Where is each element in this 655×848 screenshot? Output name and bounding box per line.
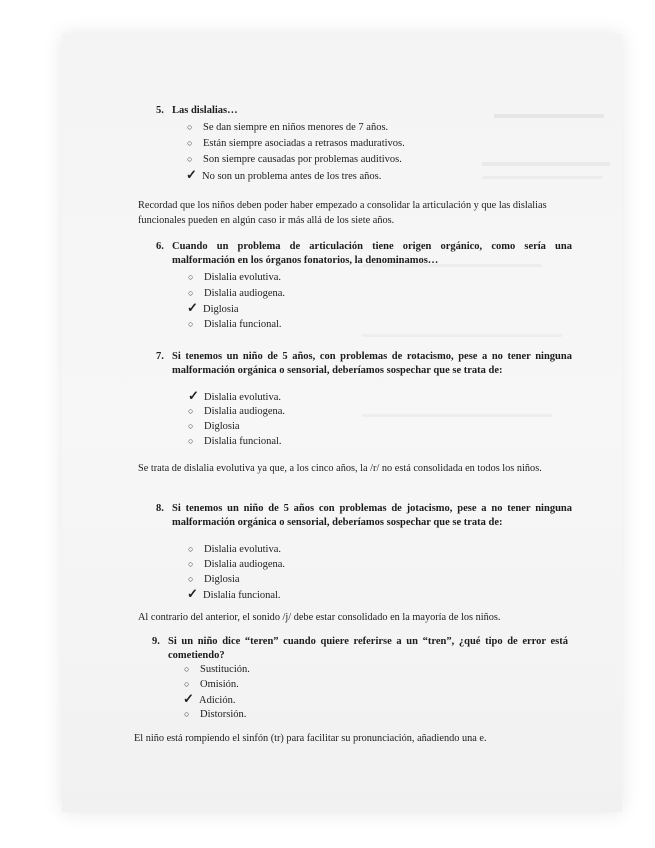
document-page bbox=[62, 34, 622, 812]
option-label: Distorsión. bbox=[200, 709, 247, 720]
question-title bbox=[156, 350, 572, 378]
option-item[interactable] bbox=[188, 434, 282, 449]
option-label: Dislalia evolutiva. bbox=[204, 272, 281, 283]
option-item[interactable] bbox=[184, 662, 250, 677]
checkmark-icon: ✓ bbox=[188, 388, 199, 403]
checkmark-icon: ✓ bbox=[187, 586, 198, 601]
radio-circle-icon: ○ bbox=[188, 319, 194, 329]
bleed-through-shadow bbox=[482, 162, 610, 166]
radio-circle-icon: ○ bbox=[188, 574, 194, 584]
radio-circle-icon: ○ bbox=[188, 406, 194, 416]
question-number: 5. bbox=[156, 105, 164, 116]
option-item[interactable] bbox=[183, 692, 235, 708]
checkmark-icon: ✓ bbox=[187, 300, 198, 315]
option-label: Sustitución. bbox=[200, 664, 250, 675]
question-text: Si un niño dice “teren” cuando quiere referirse a un “tren”, ¿qué tipo de error está cometiendo? bbox=[168, 636, 568, 661]
explanation-note: El niño está rompiendo el sinfón (tr) para facilitar su pronunciación, añadiendo una e. bbox=[134, 733, 487, 744]
checkmark-icon: ✓ bbox=[186, 167, 197, 182]
explanation-note: Recordad que los niños deben poder haber empezado a consolidar la articulación y que las dislalias funcionales pueden en algún caso ir más allá de los siete años. bbox=[138, 200, 547, 226]
question-number: 7. bbox=[156, 351, 164, 362]
option-label: Dislalia audiogena. bbox=[204, 406, 286, 417]
option-label: Se dan siempre en niños menores de 7 años. bbox=[203, 122, 389, 133]
radio-circle-icon: ○ bbox=[188, 272, 194, 282]
radio-circle-icon: ○ bbox=[187, 154, 193, 164]
option-label: Adición. bbox=[199, 695, 236, 706]
question-text: Cuando un problema de articulación tiene origen orgánico, como sería una malformación en los órganos fonatorios, la denominamos… bbox=[172, 241, 572, 266]
option-item[interactable] bbox=[188, 542, 281, 557]
option-label: Dislalia funcional. bbox=[203, 590, 281, 601]
option-item[interactable] bbox=[188, 270, 281, 285]
option-item[interactable] bbox=[187, 301, 239, 317]
option-item[interactable] bbox=[188, 389, 281, 405]
question-title bbox=[152, 635, 568, 663]
option-label: Dislalia funcional. bbox=[204, 319, 282, 330]
radio-circle-icon: ○ bbox=[184, 664, 190, 674]
radio-circle-icon: ○ bbox=[188, 544, 194, 554]
option-item[interactable] bbox=[186, 168, 381, 184]
question-title bbox=[156, 104, 592, 118]
radio-circle-icon: ○ bbox=[188, 421, 194, 431]
option-label: Diglosia bbox=[204, 574, 240, 585]
question-text: Las dislalias… bbox=[172, 105, 238, 116]
question-title bbox=[156, 502, 572, 530]
option-item[interactable] bbox=[188, 317, 282, 332]
option-label: Omisión. bbox=[200, 679, 239, 690]
radio-circle-icon: ○ bbox=[187, 138, 193, 148]
option-label: Dislalia evolutiva. bbox=[204, 392, 281, 403]
bleed-through-shadow bbox=[362, 334, 562, 337]
option-label: Dislalia audiogena. bbox=[204, 559, 286, 570]
option-item[interactable] bbox=[187, 152, 402, 167]
question-text: Si tenemos un niño de 5 años con problemas de jotacismo, pese a no tener ninguna malformación orgánica o sensorial, deberíamos sospechar que se trata de: bbox=[172, 503, 572, 528]
checkmark-icon: ✓ bbox=[183, 691, 194, 706]
option-label: Dislalia evolutiva. bbox=[204, 544, 281, 555]
option-item[interactable] bbox=[188, 419, 240, 434]
radio-circle-icon: ○ bbox=[184, 679, 190, 689]
option-item[interactable] bbox=[188, 404, 285, 419]
radio-circle-icon: ○ bbox=[188, 436, 194, 446]
option-label: No son un problema antes de los tres años. bbox=[202, 171, 382, 182]
option-label: Dislalia audiogena. bbox=[204, 288, 286, 299]
explanation-note: Al contrario del anterior, el sonido /j/ debe estar consolidado en la mayoría de los niños. bbox=[138, 612, 501, 623]
option-item[interactable] bbox=[188, 572, 240, 587]
question-text: Si tenemos un niño de 5 años, con problemas de rotacismo, pese a no tener ninguna malformación orgánica o sensorial, deberíamos sospechar que se trata de: bbox=[172, 351, 572, 376]
option-item[interactable] bbox=[187, 136, 405, 151]
radio-circle-icon: ○ bbox=[188, 559, 194, 569]
option-item[interactable] bbox=[184, 677, 239, 692]
option-label: Dislalia funcional. bbox=[204, 436, 282, 447]
bleed-through-shadow bbox=[362, 414, 552, 417]
radio-circle-icon: ○ bbox=[184, 709, 190, 719]
option-item[interactable] bbox=[187, 120, 388, 135]
option-item[interactable] bbox=[188, 557, 285, 572]
bleed-through-shadow bbox=[482, 176, 602, 179]
option-label: Diglosia bbox=[204, 421, 240, 432]
question-number: 9. bbox=[152, 636, 160, 647]
option-item[interactable] bbox=[188, 286, 285, 301]
radio-circle-icon: ○ bbox=[187, 122, 193, 132]
question-number: 6. bbox=[156, 241, 164, 252]
question-title bbox=[156, 240, 572, 268]
option-label: Están siempre asociadas a retrasos madurativos. bbox=[203, 138, 405, 149]
option-item[interactable] bbox=[187, 587, 281, 603]
option-label: Diglosia bbox=[203, 304, 239, 315]
explanation-note: Se trata de dislalia evolutiva ya que, a los cinco años, la /r/ no está consolidada en todos los niños. bbox=[138, 463, 542, 474]
option-item[interactable] bbox=[184, 707, 246, 722]
radio-circle-icon: ○ bbox=[188, 288, 194, 298]
option-label: Son siempre causadas por problemas auditivos. bbox=[203, 154, 402, 165]
question-number: 8. bbox=[156, 503, 164, 514]
